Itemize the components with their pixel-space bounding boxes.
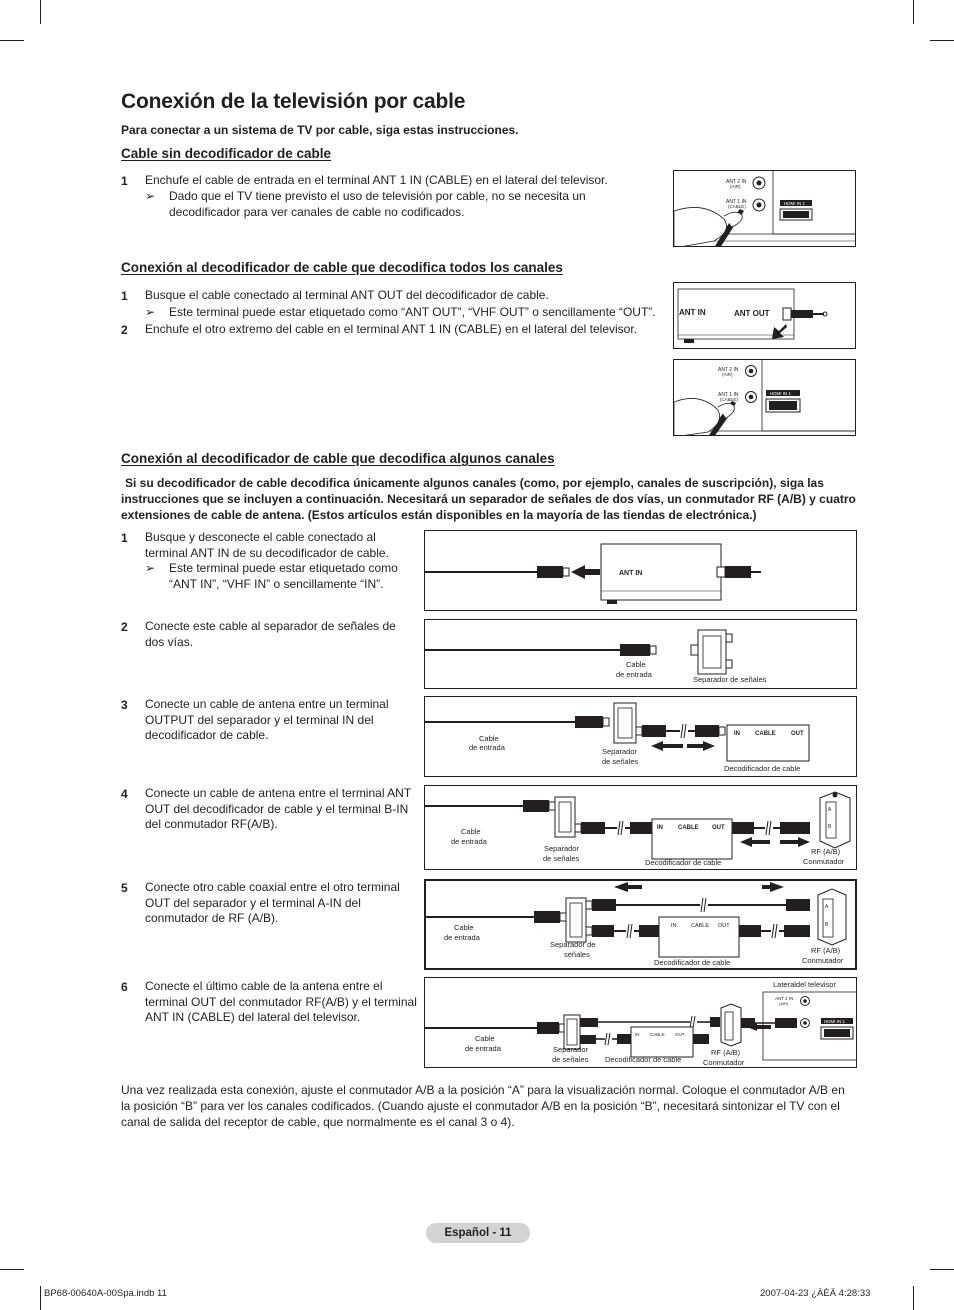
in-label: IN	[657, 825, 663, 831]
ant1-sub-label: (CABLE)	[728, 204, 746, 209]
ant2-label: ANT 2 IN	[718, 367, 739, 373]
out-label: OUT	[675, 1032, 685, 1037]
svg-text:A: A	[825, 904, 829, 910]
step-number: 1	[121, 174, 128, 188]
decoder-label: Decodificador de cable	[605, 1055, 682, 1064]
section2-heading: Conexión al decodificador de cable que decodifica todos los canales	[121, 260, 563, 275]
svg-text:A: A	[828, 807, 832, 813]
step-number: 1	[121, 531, 128, 545]
in-label: IN	[671, 923, 677, 929]
section3-intro: Si su decodificador de cable decodifica únicamente algunos canales (como, por ejemplo, canales de suscripción), siga las instrucciones que se incluyen a continuación. Necesitará un separador de señales de dos vías, un conmutador RF (A/B) y cuatro extensiones de cable de antena. (Estos artículos están disponibles en la mayoría de las tiendas de electrónica.)	[121, 476, 856, 522]
cable-label: de entrada	[469, 743, 505, 752]
step4-figure	[424, 785, 857, 870]
cable-label: de entrada	[451, 837, 487, 846]
crop-mark	[913, 1286, 914, 1310]
ant1-label: ANT 1 IN	[718, 392, 739, 398]
out-label: OUT	[718, 923, 730, 929]
note-arrow-icon: ➢	[145, 189, 156, 203]
ant2-label: ANT 2 IN	[775, 996, 794, 1001]
step-number: 3	[121, 698, 128, 712]
cable-label: de entrada	[465, 1044, 501, 1053]
cable-port-label: CABLE	[678, 825, 699, 831]
crop-mark	[40, 0, 41, 24]
step-number: 1	[121, 289, 128, 303]
in-label: IN	[734, 731, 740, 737]
hdmi-label: HDMI IN 1	[770, 391, 792, 396]
cable-label: Cable	[479, 734, 499, 743]
date-slug: 2007-04-23 ¿ÀÈÄ 4:28:33	[760, 1288, 871, 1299]
ant1-sub-label: (CABLE)	[720, 397, 738, 402]
crop-mark	[0, 40, 24, 41]
step-text: Conecte este cable al separador de señales de dos vías.	[145, 619, 396, 649]
file-slug: BP68-00640A-00Spa.indb 11	[44, 1288, 167, 1299]
tv-side-label: Lateraldel televisor	[773, 980, 836, 989]
rf-label: Conmutador	[802, 956, 844, 965]
hdmi-label: HDMI IN 1	[824, 1019, 846, 1024]
splitter-label: Separador	[544, 844, 580, 853]
cable-label: Cable	[454, 923, 474, 932]
ant2-sub-label: (AIR)	[722, 372, 733, 377]
out-label: OUT	[712, 825, 725, 831]
splitter-label: Separador de señales	[693, 675, 767, 684]
crop-mark	[40, 1286, 41, 1310]
step-text: Busque y desconecte el cable conectado al terminal ANT IN de su decodificador de cable.	[145, 530, 389, 560]
crop-mark	[0, 1269, 24, 1270]
ant2-sub-label: (AIR)	[730, 184, 741, 189]
step-text: Enchufe el cable de entrada en el terminal ANT 1 IN (CABLE) en el lateral del televisor.	[145, 173, 608, 187]
crop-mark	[930, 1269, 954, 1270]
ant2-sub-label: (AIR)	[779, 1001, 789, 1006]
splitter-label: Separador	[602, 747, 638, 756]
cable-port-label: CABLE	[650, 1032, 665, 1037]
ant-in-label: ANT IN	[619, 570, 643, 577]
splitter-label: de señales	[543, 854, 580, 863]
cable-label: Cable	[461, 827, 481, 836]
note-text: Este terminal puede estar etiquetado como “ANT IN”, “VHF IN” o sencillamente “IN”.	[169, 561, 398, 591]
step-number: 2	[121, 323, 128, 337]
cable-box-back-figure	[673, 282, 856, 349]
step-number: 4	[121, 787, 128, 801]
cable-label: Cable	[626, 660, 646, 669]
decoder-label: Decodificador de cable	[724, 764, 801, 773]
rf-label: RF (A/B)	[811, 847, 841, 856]
cable-port-label: CABLE	[691, 923, 710, 929]
step5-figure	[424, 879, 857, 970]
ant-out-label: ANT OUT	[734, 309, 770, 318]
step-text: Busque el cable conectado al terminal ANT OUT del decodificador de cable.	[145, 288, 549, 302]
step-number: 6	[121, 980, 128, 994]
step2-figure	[424, 619, 857, 689]
note-arrow-icon: ➢	[145, 561, 156, 575]
step-number: 2	[121, 620, 128, 634]
step-text: Conecte el último cable de la antena entre el terminal OUT del conmutador RF(A/B) y el terminal ANT IN (CABLE) del lateral del televisor.	[145, 979, 417, 1024]
rf-label: RF (A/B)	[811, 946, 841, 955]
crop-mark	[930, 40, 954, 41]
page-title: Conexión de la televisión por cable	[121, 90, 466, 113]
rf-label: Conmutador	[703, 1058, 745, 1067]
cable-port-label: CABLE	[755, 731, 776, 737]
out-label: OUT	[791, 731, 804, 737]
section3-heading: Conexión al decodificador de cable que decodifica algunos canales	[121, 451, 555, 466]
note-text: Dado que el TV tiene previsto el uso de televisión por cable, no se necesita un decodificador para ver canales de cable no codificados.	[169, 189, 586, 219]
cable-label: de entrada	[444, 933, 480, 942]
step-text: Conecte un cable de antena entre un terminal OUTPUT del separador y el terminal IN del decodificador de cable.	[145, 697, 389, 742]
rf-label: RF (A/B)	[711, 1048, 741, 1057]
step-text: Conecte un cable de antena entre el terminal ANT OUT del decodificador de cable y el terminal B-IN del conmutador RF(A/B).	[145, 786, 411, 831]
page-intro: Para conectar a un sistema de TV por cable, siga estas instrucciones.	[121, 123, 519, 137]
step6-figure	[424, 977, 857, 1068]
splitter-label: de señales	[602, 757, 639, 766]
step-text: Conecte otro cable coaxial entre el otro terminal OUT del separador y el terminal A-IN del conmutador de RF (A/B).	[145, 880, 400, 925]
cable-label: Cable	[475, 1034, 495, 1043]
in-label: IN	[635, 1032, 640, 1037]
decoder-label: Decodificador de cable	[645, 858, 722, 867]
tv-side-panel-figure	[673, 170, 856, 247]
rf-label: Conmutador	[803, 857, 845, 866]
tv-side-panel-figure-2	[673, 359, 856, 436]
section1-heading: Cable sin decodificador de cable	[121, 146, 332, 161]
hdmi-label: HDMI IN 1	[784, 201, 806, 206]
crop-mark	[913, 0, 914, 24]
splitter-label: Separador	[553, 1045, 589, 1054]
splitter-label: de señales	[552, 1055, 589, 1064]
splitter-label: Separador de	[550, 940, 596, 949]
step3-figure	[424, 696, 857, 777]
ant-in-label: ANT IN	[679, 308, 706, 317]
step-text: Enchufe el otro extremo del cable en el terminal ANT 1 IN (CABLE) en el lateral del televisor.	[145, 322, 638, 336]
decoder-label: Decodificador de cable	[654, 958, 731, 967]
svg-text:B: B	[828, 824, 832, 830]
splitter-label: señales	[564, 950, 590, 959]
step-number: 5	[121, 881, 128, 895]
ant2-label: ANT 2 IN	[726, 179, 747, 185]
note-arrow-icon: ➢	[145, 305, 156, 319]
cable-label: de entrada	[616, 670, 652, 679]
svg-text:B: B	[825, 922, 829, 928]
page-number-badge: Español - 11	[426, 1223, 530, 1243]
closing-paragraph: Una vez realizada esta conexión, ajuste el conmutador A/B a la posición “A” para la visualización normal. Coloque el conmutador A/B en la posición “B” para ver los canales codificados. (Cuando ajuste el conmutador A/B en la posición “B”, necesitará sintonizar el TV con el canal de salida del receptor de cable, que normalmente es el canal 3 o 4).	[121, 1083, 845, 1129]
step1-figure	[424, 530, 857, 611]
ant1-label: ANT 1 IN	[726, 199, 747, 205]
note-text: Este terminal puede estar etiquetado como “ANT OUT”, “VHF OUT” o sencillamente “OUT”.	[169, 305, 656, 319]
